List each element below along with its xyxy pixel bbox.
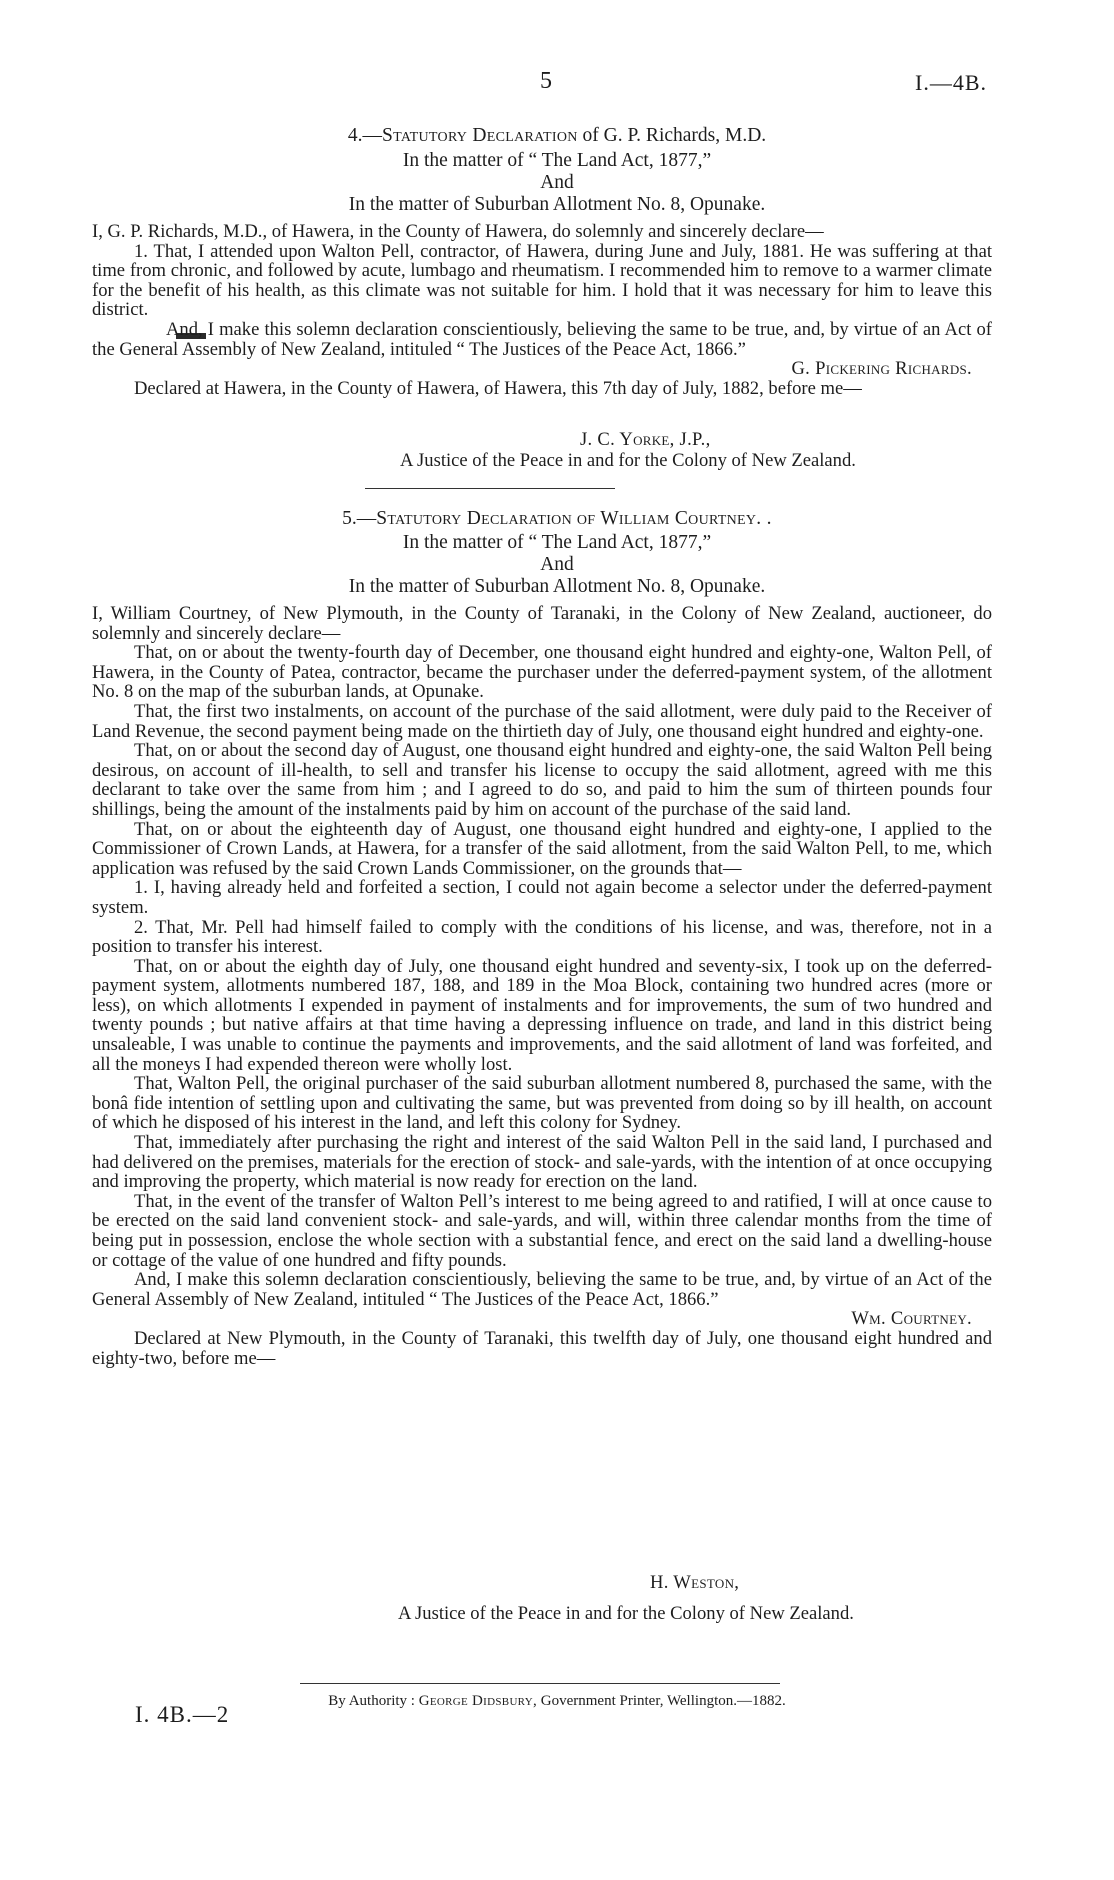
declaration-4-title: 4.—Statutory Declaration of G. P. Richards, M.D. (347, 125, 767, 146)
printer-imprint: By Authority : George Didsbury, Government Printer, Wellington.—1882. (328, 1693, 786, 1709)
declaration-5-paragraph: That, on or about the eighteenth day of August, one thousand eight hundred and eighty-one, I applied to the Commissioner of Crown Lands, at Hawera, for a transfer of the said allotment, from the said Walton Pell, to me, which application was refused by the said Crown Lands Commissioner, on the grounds that— (92, 818, 992, 879)
declaration-4-paragraph: 1. That, I attended upon Walton Pell, contractor, of Hawera, during June and July, 1881. He was suffering at that time from chronic, and followed by acute, lumbago and rheumatism. I recommended him to remove to a warmer climate for the benefit of his health, as this climate was not suitable for him. I hold that it was necessary for him to leave this district. (92, 240, 992, 321)
declaration-5-paragraph: I, William Courtney, of New Plymouth, in the County of Taranaki, in the Colony of New Zealand, auctioneer, do solemnly and sincerely declare— (92, 603, 992, 644)
declaration-5-body (92, 604, 992, 1368)
declaration-4-signature: G. Pickering Richards. (791, 358, 972, 380)
declaration-5-matter-2: In the matter of Suburban Allotment No. 8, Opunake. (348, 576, 766, 597)
declaration-5-paragraph: That, the first two instalments, on account of the purchase of the said allotment, were duly paid to the Receiver of Land Revenue, the second payment being made on the thirtieth day of July, one thousand eight hundred and eighty-one. (92, 700, 992, 742)
declaration-4-matter-1: In the matter of “ The Land Act, 1877,” (402, 150, 712, 171)
declaration-4-jp-name: J. C. Yorke, J.P., (580, 429, 711, 450)
declaration-5-matter-1: In the matter of “ The Land Act, 1877,” (402, 532, 712, 553)
declaration-4-closing: And, I make this solemn declaration conscientiously, believing the same to be true, and, by virtue of an Act of the General Assembly of New Zealand, intituled “ The Justices of the Peace Act, 1866.” (92, 318, 992, 360)
declaration-5-and: And (540, 554, 574, 575)
declaration-5-title: 5.—Statutory Declaration of William Courtney. . (342, 508, 772, 529)
printer-mark-icon (134, 326, 164, 336)
declaration-5-signature: Wm. Courtney. (851, 1308, 972, 1330)
declaration-4-jp-title: A Justice of the Peace in and for the Colony of New Zealand. (400, 450, 856, 471)
declaration-5-paragraph: 1. I, having already held and forfeited a section, I could not again become a selector under the deferred-payment system. (92, 877, 992, 918)
declaration-4-body (92, 222, 992, 398)
declaration-5-paragraph: That, on or about the second day of August, one thousand eight hundred and eighty-one, the said Walton Pell being desirous, on account of ill-health, to sell and transfer his license to occupy the said allotment, agreed with me this declarant to take over the same from him ; and I agreed to do so, and paid to him the sum of thirteen pounds four shillings, being the amount of the instalments paid by him on account of the purchase of the said land. (92, 740, 992, 820)
page-number: 5 (540, 68, 552, 94)
imprint-rule (300, 1683, 780, 1684)
declaration-5-paragraph: That, immediately after purchasing the right and interest of the said Walton Pell in the said land, I purchased and had delivered on the premises, materials for the erection of stock- and sale-yards, with the intention of at once occupying and improving the property, which material is now ready for erection on the land. (92, 1132, 992, 1193)
declaration-5-paragraph: 2. That, Mr. Pell had himself failed to comply with the conditions of his license, and was, therefore, not in a position to transfer his interest. (92, 916, 992, 958)
declaration-5-paragraph: That, on or about the eighth day of July, one thousand eight hundred and seventy-six, I took up on the deferred-payment system, allotments numbered 187, 188, and 189 in the Moa Block, containing two hundred acres (more or less), on which allotments I expended in payment of instalments and for improvements, the sum of two hundred and twenty pounds ; but native affairs at that time having a depressing influence on trade, and land in this district being unsaleable, I was unable to continue the payments and improvements, and the said allotment of land was forfeited, and all the moneys I had expended thereon were wholly lost. (92, 955, 992, 1075)
declaration-4-and: And (540, 172, 574, 193)
declaration-5-paragraph: And, I make this solemn declaration conscientiously, believing the same to be true, and, by virtue of an Act of the General Assembly of New Zealand, intituled “ The Justices of the Peace Act, 1866.” (92, 1269, 992, 1310)
sheet-reference: I. 4B.—2 (135, 1702, 230, 1727)
declaration-4-matter-2: In the matter of Suburban Allotment No. 8, Opunake. (348, 194, 766, 215)
declaration-5-paragraph: That, in the event of the transfer of Walton Pell’s interest to me being agreed to and ratified, I will at once cause to be erected on the said land convenient stock- and sale-yards, and will, within three calendar months from the time of being put in possession, enclose the whole section with a substantial fence, and erect on the said land a dwelling-house or cottage of the value of one hundred and fifty pounds. (92, 1190, 992, 1271)
declaration-5-jp-name: H. Weston, (650, 1572, 740, 1593)
declaration-5-declared: Declared at New Plymouth, in the County of Taranaki, this twelfth day of July, one thousand eight hundred and eighty-two, before me— (92, 1327, 992, 1369)
declaration-5-paragraph: That, on or about the twenty-fourth day of December, one thousand eight hundred and eighty-one, Walton Pell, of Hawera, in the County of Patea, contractor, became the purchaser under the deferred-payment system, of the allotment No. 8 on the map of the suburban lands, at Opunake. (92, 642, 992, 703)
declaration-5-jp-title: A Justice of the Peace in and for the Colony of New Zealand. (398, 1603, 854, 1624)
section-divider (365, 488, 615, 489)
declaration-5-paragraph: That, Walton Pell, the original purchaser of the said suburban allotment numbered 8, purchased the same, with the bonâ fide intention of settling upon and cultivating the same, but was prevented from doing so by ill health, on account of which he disposed of his interest in the land, and left this colony for Sydney. (92, 1073, 992, 1134)
declaration-4-paragraph: I, G. P. Richards, M.D., of Hawera, in the County of Hawera, do solemnly and sincerely declare— (92, 221, 824, 242)
document-reference: I.—4B. (915, 70, 987, 95)
declaration-4-declared: Declared at Hawera, in the County of Hawera, of Hawera, this 7th day of July, 1882, before me— (134, 377, 862, 399)
